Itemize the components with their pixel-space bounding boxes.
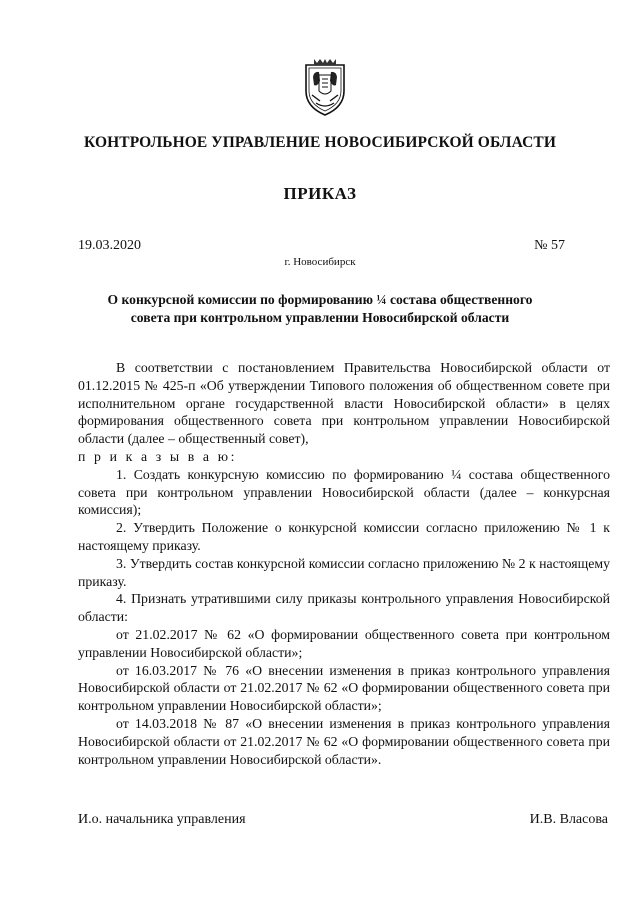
signatory-name: И.В. Власова (529, 812, 608, 827)
coat-of-arms-icon (300, 57, 350, 119)
title-line-2: совета при контрольном управлении Новосибирской области (130, 310, 510, 325)
document-date: 19.03.2020 (78, 238, 141, 253)
document-type: ПРИКАЗ (283, 184, 357, 203)
order-word-paragraph (78, 448, 610, 466)
document-number: № 57 (534, 238, 565, 253)
item-1: 1. Создать конкурсную комиссию по формированию ¼ состава общественного совета при контрольном управлении Новосибирской области (далее – конкурсная комиссия); (78, 466, 610, 518)
repealed-order-3: от 14.03.2018 № 87 «О внесении изменения в приказ контрольного управления Новосибирской области от 21.02.2017 № 62 «О формировании общественного совета при контрольном управлении Новосибирской области». (78, 715, 610, 767)
document-city: г. Новосибирск (284, 256, 356, 268)
order-word: п р и к а з ы в а ю: (78, 448, 238, 464)
repealed-order-2: от 16.03.2017 № 76 «О внесении изменения в приказ контрольного управления Новосибирской области от 21.02.2017 № 62 «О формировании общественного совета при контрольном управлении Новосибирской области»; (78, 662, 610, 714)
signatory-position: И.о. начальника управления (78, 812, 246, 827)
document-title (0, 291, 640, 327)
title-line-1: О конкурсной комиссии по формированию ¼ состава общественного (107, 292, 533, 307)
organization-name: КОНТРОЛЬНОЕ УПРАВЛЕНИЕ НОВОСИБИРСКОЙ ОБЛАСТИ (84, 134, 556, 151)
item-3: 3. Утвердить состав конкурсной комиссии согласно приложению № 2 к настоящему приказу. (78, 555, 610, 589)
item-2: 2. Утвердить Положение о конкурсной комиссии согласно приложению № 1 к настоящему приказу. (78, 520, 610, 553)
item-4: 4. Признать утратившими силу приказы контрольного управления Новосибирской области: (78, 591, 610, 625)
intro-paragraph: В соответствии с постановлением Правительства Новосибирской области от 01.12.2015 № 425-п «Об утверждении Типового положения об общественном совете при исполнительном органе государственной власти Новосибирской области» в целях формирования общественного совета при контрольном управлении Новосибирской области (далее – общественный совет), (78, 360, 610, 447)
repealed-order-1: от 21.02.2017 № 62 «О формировании общественного совета при контрольном управлении Новосибирской области»; (78, 626, 610, 660)
document-body (78, 359, 610, 768)
